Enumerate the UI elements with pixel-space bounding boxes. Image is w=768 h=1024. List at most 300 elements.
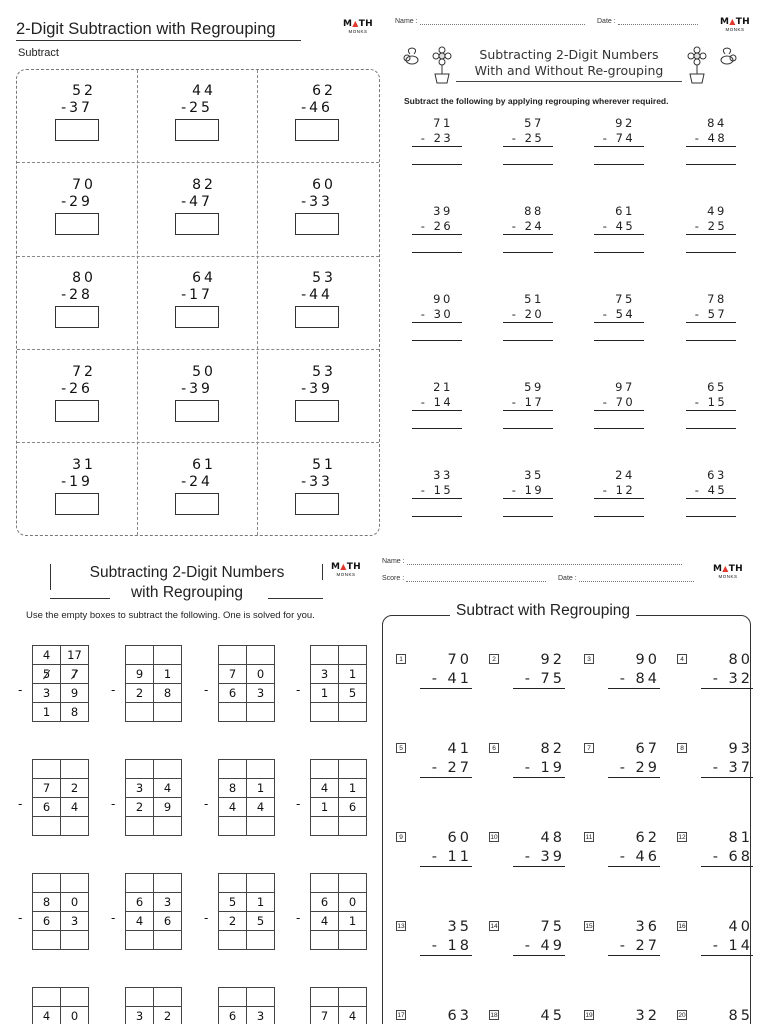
- subtrahend: -26: [61, 381, 93, 397]
- borrow-cell[interactable]: [247, 874, 275, 893]
- grid-subtraction-problem: [107, 873, 187, 953]
- worksheet-subtitle: Subtract: [18, 47, 59, 59]
- minus-sign: -: [18, 683, 23, 697]
- borrow-cell[interactable]: [311, 646, 339, 665]
- digit-cell: 4: [154, 779, 182, 798]
- borrow-cell[interactable]: [339, 874, 367, 893]
- minuend: 90: [433, 292, 453, 306]
- digit-cell: 4: [339, 1007, 367, 1024]
- subtrahend: - 49: [513, 937, 565, 956]
- digit-cell: 4: [311, 779, 339, 798]
- minuend: 60: [312, 177, 336, 193]
- digit-grid: [125, 759, 182, 836]
- answer-line[interactable]: [412, 428, 462, 429]
- subtrahend: - 39: [513, 848, 565, 867]
- minuend: 90: [635, 652, 660, 668]
- answer-line[interactable]: [503, 428, 553, 429]
- digit-cell: 1: [311, 798, 339, 817]
- minuend: 75: [540, 919, 565, 935]
- subtrahend: -29: [61, 194, 93, 210]
- subtrahend: - 27: [420, 759, 472, 778]
- minuend: 59: [524, 380, 544, 394]
- title-frame: [322, 564, 323, 580]
- digit-grid: [32, 645, 89, 722]
- answer-box[interactable]: [175, 306, 219, 328]
- grid-subtraction-problem: [107, 645, 187, 725]
- problem-number: 11: [585, 834, 593, 841]
- digit-cell: 9: [154, 798, 182, 817]
- name-field[interactable]: Name :: [395, 18, 585, 25]
- grid-divider: [17, 442, 379, 443]
- subtraction-problem: [17, 269, 137, 328]
- answer-line[interactable]: [503, 340, 553, 341]
- answer-line[interactable]: [686, 164, 736, 165]
- answer-cell[interactable]: [311, 931, 339, 950]
- answer-box[interactable]: [55, 400, 99, 422]
- minuend: 82: [540, 741, 565, 757]
- subtraction-problem: [137, 363, 257, 422]
- answer-line[interactable]: [503, 252, 553, 253]
- digit-cell: 8: [154, 684, 182, 703]
- borrow-cell[interactable]: [61, 988, 89, 1007]
- subtraction-problem: [17, 176, 137, 235]
- borrow-cell[interactable]: [339, 988, 367, 1007]
- minuend: 36: [635, 919, 660, 935]
- digit-cell: 6: [219, 1007, 247, 1024]
- borrow-cell[interactable]: [154, 760, 182, 779]
- digit-cell: 6: [339, 798, 367, 817]
- digit-cell: 1: [247, 779, 275, 798]
- answer-cell[interactable]: [126, 931, 154, 950]
- subtraction-problem: [503, 380, 553, 429]
- subtrahend: - 75: [513, 670, 565, 689]
- subtrahend: - 14: [412, 395, 462, 411]
- subtrahend: -33: [301, 194, 333, 210]
- digit-grid: [218, 987, 275, 1024]
- answer-cell[interactable]: [126, 817, 154, 836]
- title-underline: [16, 40, 301, 41]
- subtraction-problem: [594, 116, 644, 165]
- subtraction-problem: [503, 292, 553, 341]
- flower-bee-decoration-icon: [683, 42, 743, 84]
- answer-line[interactable]: [503, 516, 553, 517]
- answer-digit: 8: [61, 703, 89, 722]
- minus-sign: -: [204, 797, 209, 811]
- subtraction-problem: [594, 468, 644, 517]
- problem-number: 8: [677, 743, 687, 753]
- grid-subtraction-problem: [200, 759, 280, 839]
- digit-cell: 0: [247, 665, 275, 684]
- digit-cell: 2: [126, 684, 154, 703]
- borrow-cell[interactable]: [311, 988, 339, 1007]
- problem-number: 1: [396, 654, 406, 664]
- worksheet-title: Subtract with Regrouping: [450, 602, 636, 620]
- subtrahend: -19: [61, 474, 93, 490]
- minuend: 97: [615, 380, 635, 394]
- problem-number: 7: [584, 743, 594, 753]
- solved-example: [14, 645, 94, 725]
- digit-cell: 2: [154, 1007, 182, 1024]
- answer-cell[interactable]: [339, 931, 367, 950]
- minuend: 24: [615, 468, 635, 482]
- answer-line[interactable]: [594, 252, 644, 253]
- grid-subtraction-problem: [200, 987, 280, 1024]
- borrow-cell[interactable]: [126, 646, 154, 665]
- subtrahend: - 46: [608, 848, 660, 867]
- subtrahend: -44: [301, 287, 333, 303]
- subtrahend: - 25: [503, 131, 553, 147]
- minuend: 40: [728, 919, 753, 935]
- minuend: 60: [447, 830, 472, 846]
- borrow-digit: 17: [61, 646, 89, 665]
- borrow-cell[interactable]: [311, 760, 339, 779]
- borrow-cell[interactable]: [126, 988, 154, 1007]
- minuend: 65: [707, 380, 727, 394]
- answer-box[interactable]: [295, 493, 339, 515]
- answer-line[interactable]: [686, 252, 736, 253]
- subtrahend: -37: [61, 100, 93, 116]
- subtrahend-digit: 9: [61, 684, 89, 703]
- answer-cell[interactable]: [247, 817, 275, 836]
- answer-cell[interactable]: [311, 817, 339, 836]
- answer-line[interactable]: [412, 252, 462, 253]
- flower-bee-decoration-icon: [398, 42, 458, 84]
- instruction-text: Subtract the following by applying regrouping wherever required.: [404, 96, 669, 106]
- borrow-cell[interactable]: [219, 760, 247, 779]
- digit-cell: 4: [311, 912, 339, 931]
- answer-cell[interactable]: [154, 817, 182, 836]
- digit-cell: 4: [126, 912, 154, 931]
- subtraction-problem: [686, 204, 736, 253]
- borrow-cell[interactable]: [126, 760, 154, 779]
- subtrahend: -33: [301, 474, 333, 490]
- grid-subtraction-problem: [107, 759, 187, 839]
- digit-grid: [32, 987, 89, 1024]
- minuend: 80: [72, 270, 96, 286]
- borrow-cell[interactable]: [219, 874, 247, 893]
- minuend: 85: [728, 1008, 753, 1024]
- subtrahend: - 19: [513, 759, 565, 778]
- answer-box[interactable]: [295, 400, 339, 422]
- digit-grid: [310, 645, 367, 722]
- subtrahend: - 25: [686, 219, 736, 235]
- subtraction-problem: [257, 363, 377, 422]
- minuend: 50: [192, 364, 216, 380]
- borrow-cell[interactable]: [247, 646, 275, 665]
- minuend: 53: [312, 364, 336, 380]
- subtrahend: - 54: [594, 307, 644, 323]
- answer-line[interactable]: [594, 516, 644, 517]
- minuend: 67: [635, 741, 660, 757]
- answer-box[interactable]: [55, 119, 99, 141]
- answer-line[interactable]: [412, 516, 462, 517]
- subtrahend: -24: [181, 474, 213, 490]
- subtrahend: - 26: [412, 219, 462, 235]
- borrow-cell[interactable]: [247, 760, 275, 779]
- subtrahend: - 41: [420, 670, 472, 689]
- grid-subtraction-problem: [14, 873, 94, 953]
- subtrahend: -47: [181, 194, 213, 210]
- subtrahend: -39: [181, 381, 213, 397]
- digit-cell: 1: [247, 893, 275, 912]
- answer-cell[interactable]: [311, 703, 339, 722]
- digit-grid: [218, 645, 275, 722]
- minuend: 39: [433, 204, 453, 218]
- math-monks-logo: M▲TH MONKS: [331, 562, 361, 577]
- problem-grid: [16, 69, 380, 536]
- borrow-cell[interactable]: [247, 988, 275, 1007]
- answer-box[interactable]: [175, 493, 219, 515]
- subtraction-problem: [17, 82, 137, 141]
- borrow-cell[interactable]: [33, 760, 61, 779]
- digit-cell: 9: [126, 665, 154, 684]
- answer-line[interactable]: [412, 340, 462, 341]
- problem-number: 14: [490, 923, 498, 930]
- subtraction-problem: [503, 116, 553, 165]
- borrow-cell[interactable]: [61, 760, 89, 779]
- subtrahend: - 23: [412, 131, 462, 147]
- minuend: 32: [635, 1008, 660, 1024]
- subtrahend: - 70: [594, 395, 644, 411]
- subtrahend: - 37: [701, 759, 753, 778]
- subtrahend: -46: [301, 100, 333, 116]
- digit-cell: 4: [219, 798, 247, 817]
- minuend: 75: [615, 292, 635, 306]
- grid-divider: [17, 256, 379, 257]
- answer-line[interactable]: [503, 164, 553, 165]
- grid-subtraction-problem: [14, 759, 94, 839]
- problem-number: 10: [490, 834, 498, 841]
- worksheet-title: Subtracting 2-Digit Numbers With and Without Re-grouping: [474, 47, 664, 78]
- answer-box[interactable]: [55, 306, 99, 328]
- answer-cell[interactable]: [247, 931, 275, 950]
- answer-box[interactable]: [55, 493, 99, 515]
- digit-grid: [310, 759, 367, 836]
- crossed-digit: 5: [33, 665, 61, 684]
- instruction-text: Use the empty boxes to subtract the following. One is solved for you.: [26, 610, 315, 621]
- subtrahend: - 12: [594, 483, 644, 499]
- grid-subtraction-problem: [292, 645, 372, 725]
- digit-cell: 5: [247, 912, 275, 931]
- digit-cell: 3: [61, 912, 89, 931]
- title-frame: [50, 564, 51, 590]
- crossed-digit: 7: [61, 665, 89, 684]
- answer-box[interactable]: [175, 119, 219, 141]
- answer-cell[interactable]: [219, 703, 247, 722]
- digit-cell: 4: [61, 798, 89, 817]
- answer-cell[interactable]: [154, 703, 182, 722]
- digit-grid: [125, 873, 182, 950]
- subtrahend: - 48: [686, 131, 736, 147]
- subtraction-problem: [137, 176, 257, 235]
- minuend: 62: [635, 830, 660, 846]
- answer-cell[interactable]: [33, 817, 61, 836]
- digit-cell: 0: [339, 893, 367, 912]
- subtraction-problem: [686, 380, 736, 429]
- digit-cell: 3: [311, 665, 339, 684]
- digit-cell: 1: [311, 684, 339, 703]
- minus-sign: -: [296, 911, 301, 925]
- digit-cell: 5: [339, 684, 367, 703]
- borrow-cell[interactable]: [219, 646, 247, 665]
- answer-box[interactable]: [175, 213, 219, 235]
- math-monks-logo: M▲TH MONKS: [713, 564, 743, 579]
- digit-cell: 3: [247, 1007, 275, 1024]
- digit-cell: 6: [219, 684, 247, 703]
- answer-cell[interactable]: [33, 931, 61, 950]
- digit-cell: 0: [61, 893, 89, 912]
- digit-grid: [32, 759, 89, 836]
- subtraction-problem: [594, 292, 644, 341]
- answer-cell[interactable]: [339, 817, 367, 836]
- subtraction-problem: [412, 468, 462, 517]
- minuend: 52: [72, 83, 96, 99]
- minuend: 63: [447, 1008, 472, 1024]
- problem-number: 3: [584, 654, 594, 664]
- subtraction-problem: [686, 468, 736, 517]
- subtrahend: - 18: [420, 937, 472, 956]
- minuend: 51: [524, 292, 544, 306]
- answer-cell[interactable]: [154, 931, 182, 950]
- minus-sign: -: [204, 683, 209, 697]
- digit-cell: 4: [33, 1007, 61, 1024]
- grid-subtraction-problem: [107, 987, 187, 1024]
- answer-line[interactable]: [412, 164, 462, 165]
- subtrahend: - 11: [420, 848, 472, 867]
- borrow-cell[interactable]: [339, 646, 367, 665]
- subtraction-problem: [412, 292, 462, 341]
- borrow-cell[interactable]: [219, 988, 247, 1007]
- borrow-cell[interactable]: [154, 646, 182, 665]
- subtraction-problem: [412, 204, 462, 253]
- subtraction-problem: [412, 380, 462, 429]
- borrow-cell[interactable]: [33, 874, 61, 893]
- answer-cell[interactable]: [61, 931, 89, 950]
- answer-box[interactable]: [295, 306, 339, 328]
- minuend: 53: [312, 270, 336, 286]
- minuend: 82: [192, 177, 216, 193]
- answer-box[interactable]: [295, 119, 339, 141]
- digit-grid: [218, 873, 275, 950]
- borrow-cell[interactable]: [339, 760, 367, 779]
- subtrahend: - 32: [701, 670, 753, 689]
- answer-cell[interactable]: [247, 703, 275, 722]
- subtraction-problem: [594, 380, 644, 429]
- subtrahend: - 57: [686, 307, 736, 323]
- subtrahend: - 17: [503, 395, 553, 411]
- problem-number: 4: [677, 654, 687, 664]
- grid-subtraction-problem: [292, 987, 372, 1024]
- subtraction-problem: [17, 456, 137, 515]
- minus-sign: -: [18, 911, 23, 925]
- score-field[interactable]: Score :: [382, 575, 546, 582]
- date-field[interactable]: Date :: [558, 575, 694, 582]
- answer-cell[interactable]: [339, 703, 367, 722]
- digit-cell: 4: [247, 798, 275, 817]
- borrow-cell[interactable]: [154, 874, 182, 893]
- digit-cell: 8: [33, 893, 61, 912]
- subtrahend: -39: [301, 381, 333, 397]
- subtrahend-digit: 3: [33, 684, 61, 703]
- digit-grid: [218, 759, 275, 836]
- answer-line[interactable]: [594, 340, 644, 341]
- borrow-digit: 4: [33, 646, 61, 665]
- borrow-cell[interactable]: [61, 874, 89, 893]
- grid-subtraction-problem: [200, 873, 280, 953]
- digit-cell: 6: [154, 912, 182, 931]
- subtrahend: -25: [181, 100, 213, 116]
- problem-number: 20: [678, 1012, 686, 1019]
- subtrahend: - 19: [503, 483, 553, 499]
- answer-line[interactable]: [686, 428, 736, 429]
- answer-line[interactable]: [686, 340, 736, 341]
- subtraction-problem: [17, 363, 137, 422]
- grid-divider: [17, 349, 379, 350]
- problem-number: 19: [585, 1012, 593, 1019]
- digit-grid: [310, 987, 367, 1024]
- digit-cell: 6: [33, 912, 61, 931]
- digit-cell: 1: [339, 665, 367, 684]
- subtrahend: - 45: [594, 219, 644, 235]
- answer-cell[interactable]: [126, 703, 154, 722]
- subtrahend: - 84: [608, 670, 660, 689]
- digit-cell: 7: [311, 1007, 339, 1024]
- name-field[interactable]: Name :: [382, 558, 682, 565]
- minuend: 45: [540, 1008, 565, 1024]
- digit-grid: [32, 873, 89, 950]
- answer-cell[interactable]: [219, 817, 247, 836]
- problem-number: 5: [396, 743, 406, 753]
- answer-box[interactable]: [295, 213, 339, 235]
- minuend: 33: [433, 468, 453, 482]
- subtrahend: - 68: [701, 848, 753, 867]
- subtraction-problem: [257, 456, 377, 515]
- subtraction-problem: [503, 204, 553, 253]
- answer-line[interactable]: [594, 428, 644, 429]
- problem-number: 2: [489, 654, 499, 664]
- digit-grid: [125, 645, 182, 722]
- digit-cell: 3: [154, 893, 182, 912]
- minuend: 31: [72, 457, 96, 473]
- answer-box[interactable]: [55, 213, 99, 235]
- grid-divider: [17, 162, 379, 163]
- minuend: 41: [447, 741, 472, 757]
- digit-cell: 2: [219, 912, 247, 931]
- borrow-cell[interactable]: [154, 988, 182, 1007]
- digit-cell: 0: [61, 1007, 89, 1024]
- subtrahend: - 14: [701, 937, 753, 956]
- borrow-cell[interactable]: [311, 874, 339, 893]
- minus-sign: -: [111, 683, 116, 697]
- minuend: 88: [524, 204, 544, 218]
- minuend: 70: [72, 177, 96, 193]
- digit-cell: 6: [126, 893, 154, 912]
- subtrahend: - 27: [608, 937, 660, 956]
- answer-box[interactable]: [175, 400, 219, 422]
- borrow-cell[interactable]: [126, 874, 154, 893]
- date-field[interactable]: Date :: [597, 18, 698, 25]
- answer-line[interactable]: [686, 516, 736, 517]
- subtrahend: - 20: [503, 307, 553, 323]
- digit-cell: 5: [219, 893, 247, 912]
- subtraction-problem: [686, 116, 736, 165]
- borrow-cell[interactable]: [33, 988, 61, 1007]
- answer-digit: 1: [33, 703, 61, 722]
- answer-line[interactable]: [594, 164, 644, 165]
- minuend: 93: [728, 741, 753, 757]
- answer-cell[interactable]: [61, 817, 89, 836]
- answer-cell[interactable]: [219, 931, 247, 950]
